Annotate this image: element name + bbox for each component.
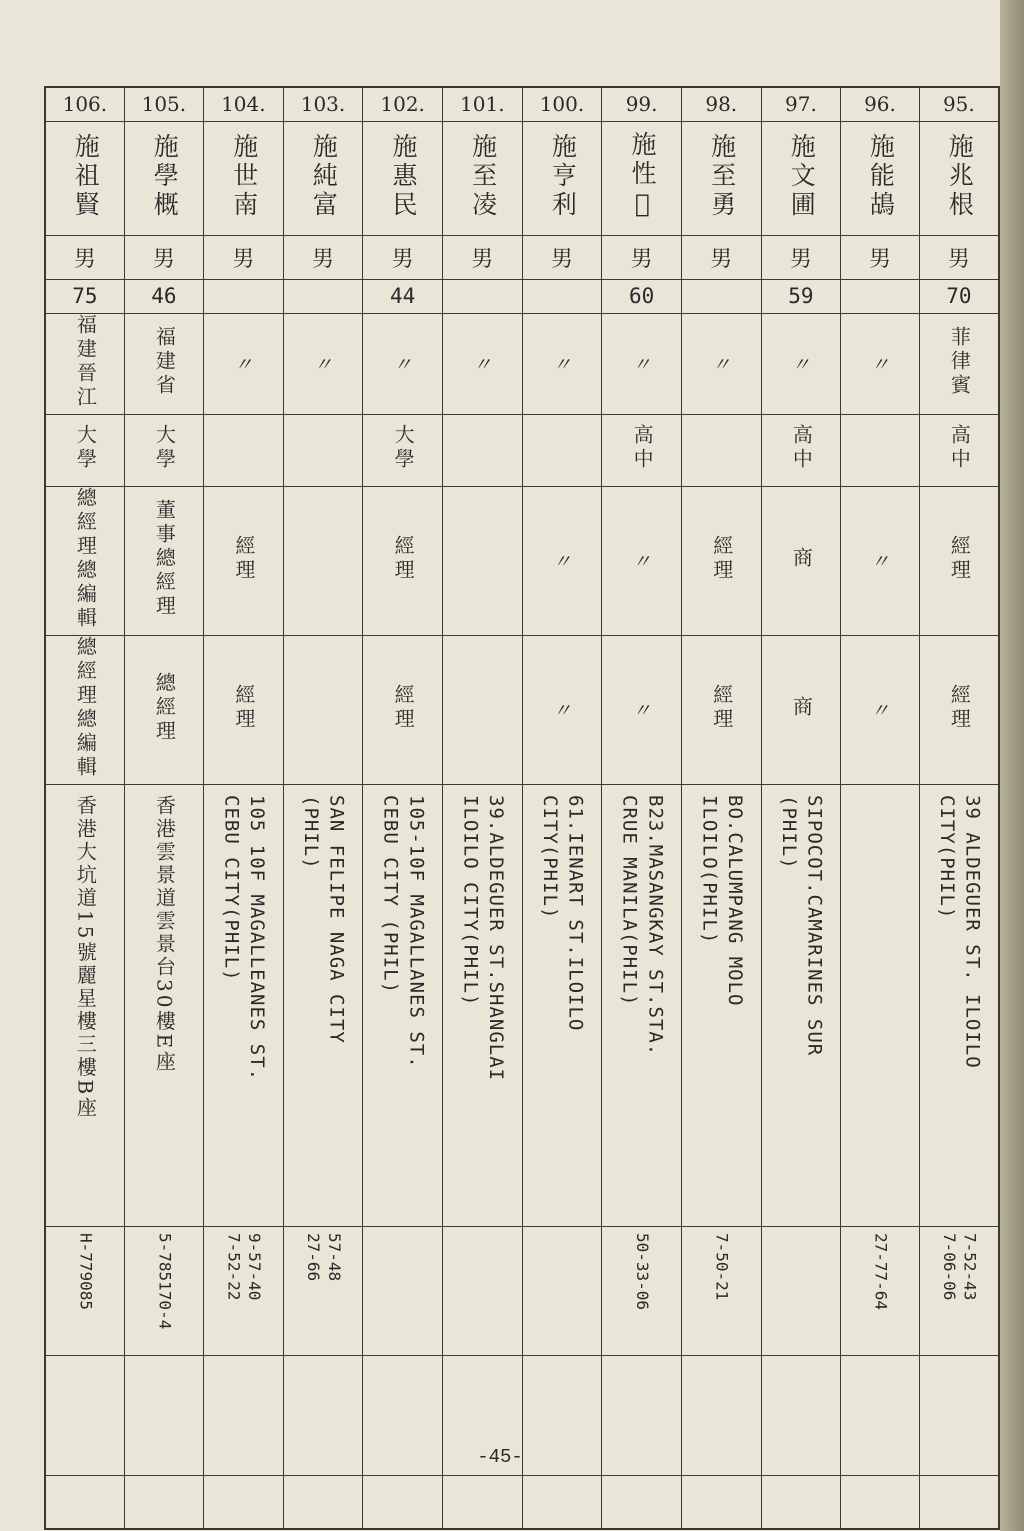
member-origin: 〃 [681, 313, 761, 414]
member-name: 施能鴣 [866, 132, 896, 220]
member-former-occupation: 總經理總編輯 [73, 486, 98, 631]
age-row [45, 279, 999, 313]
member-phone: 27-77-64 [871, 1232, 891, 1310]
member-address: B23.MASANGKAY ST.STA. CRUE MANILA(PHIL) [618, 794, 667, 1056]
entry-number: 106. [45, 87, 124, 121]
member-phone: 7-52-43 7-06-06 [939, 1232, 980, 1300]
blank-row [45, 1475, 999, 1529]
member-name: 施文圃 [787, 132, 817, 220]
member-sex: 男 [442, 235, 522, 279]
member-name: 施學概 [150, 132, 180, 220]
member-current-occupation: 〃 [522, 635, 602, 784]
member-address: SIPOCOT.CAMARINES SUR (PHIL) [777, 794, 826, 1056]
member-age [681, 279, 761, 313]
entry-number: 103. [283, 87, 363, 121]
member-sex: 男 [841, 235, 919, 279]
member-address: 39.ALDEGUER ST.SHANGLAI ILOILO CITY(PHIL) [459, 794, 507, 1081]
entry-number: 100. [522, 87, 602, 121]
member-origin: 菲律賓 [947, 325, 972, 398]
name-row [45, 121, 999, 235]
former-occupation-row [45, 486, 999, 635]
member-age: 75 [45, 279, 124, 313]
page-number: -45- [477, 1446, 523, 1468]
member-education: 高中 [947, 424, 972, 472]
member-former-occupation: 經理 [709, 534, 734, 583]
member-current-occupation: 經理 [709, 683, 734, 732]
member-origin: 〃 [283, 313, 363, 414]
member-former-occupation: 董事總經理 [152, 498, 177, 619]
book-spine-edge [1000, 0, 1024, 1531]
member-former-occupation: 經理 [231, 534, 256, 583]
current-occupation-row [45, 635, 999, 784]
member-phone: H-779085 [76, 1232, 96, 1310]
member-name: 施至凌 [468, 132, 498, 220]
member-register-table [44, 86, 1000, 1530]
member-name: 施性𡊮 [627, 130, 657, 222]
entry-number: 98. [681, 87, 761, 121]
member-education: 高中 [789, 424, 814, 472]
member-current-occupation: 〃 [841, 635, 919, 784]
member-phone: 7-50-21 [712, 1232, 732, 1300]
member-age: 46 [124, 279, 203, 313]
member-name: 施世南 [229, 132, 259, 220]
member-current-occupation: 〃 [602, 635, 682, 784]
member-education: 大學 [73, 424, 98, 472]
member-current-occupation: 經理 [231, 683, 256, 732]
member-former-occupation: 經理 [947, 534, 972, 583]
member-former-occupation: 〃 [602, 486, 682, 635]
member-name: 施兆根 [945, 132, 975, 220]
member-age: 59 [761, 279, 841, 313]
entry-number: 102. [363, 87, 443, 121]
member-address: 61.IENART ST.ILOILO CITY(PHIL) [538, 794, 587, 1031]
member-current-occupation: 經理 [391, 683, 416, 732]
sex-row [45, 235, 999, 279]
member-current-occupation: 商 [789, 695, 814, 720]
member-education: 高中 [630, 424, 655, 472]
member-sex: 男 [681, 235, 761, 279]
member-sex: 男 [45, 235, 124, 279]
entry-number: 97. [761, 87, 841, 121]
entry-number: 95. [919, 87, 999, 121]
member-phone: 9-57-40 7-52-22 [224, 1232, 265, 1300]
member-name: 施祖賢 [71, 132, 101, 220]
member-age [283, 279, 363, 313]
member-address: 39 ALDEGUER ST. ILOILO CITY(PHIL) [935, 794, 984, 1069]
number-row [45, 87, 999, 121]
member-origin: 〃 [442, 313, 522, 414]
address-row [45, 784, 999, 1226]
member-age [442, 279, 522, 313]
member-address: 105-10F MAGALLANES ST. CEBU CITY (PHIL) [379, 794, 428, 1069]
member-age: 70 [919, 279, 999, 313]
member-address: 105 10F MAGALLEANES ST. CEBU CITY(PHIL) [220, 794, 268, 1081]
member-address: SAN FELIPE NAGA CITY (PHIL) [299, 794, 348, 1044]
member-address: 香港雲景道雲景台30樓E座 [152, 794, 177, 1074]
member-sex: 男 [522, 235, 602, 279]
member-education: 大學 [391, 424, 416, 472]
entry-number: 105. [124, 87, 203, 121]
member-age [841, 279, 919, 313]
member-name: 施亨利 [548, 132, 578, 220]
origin-row [45, 313, 999, 414]
member-name: 施惠民 [389, 132, 419, 220]
entry-number: 96. [841, 87, 919, 121]
member-former-occupation: 經理 [391, 534, 416, 583]
member-origin: 〃 [522, 313, 602, 414]
member-origin: 福建省 [152, 325, 177, 398]
phone-row [45, 1226, 999, 1355]
member-phone: 57-48 27-66 [303, 1232, 344, 1281]
member-sex: 男 [283, 235, 363, 279]
member-current-occupation: 經理 [947, 683, 972, 732]
member-name: 施至勇 [707, 132, 737, 220]
member-former-occupation: 〃 [841, 486, 919, 635]
entry-number: 104. [204, 87, 284, 121]
member-age [522, 279, 602, 313]
member-address: 香港大坑道15號麗星樓三樓B座 [73, 794, 98, 1120]
member-current-occupation: 總經理 [152, 671, 177, 744]
member-phone: 50-33-06 [633, 1232, 652, 1310]
member-age: 44 [363, 279, 443, 313]
member-name: 施純富 [309, 132, 339, 220]
member-origin: 福建晉江 [73, 313, 98, 410]
member-sex: 男 [363, 235, 443, 279]
member-phone: 5-785170-4 [155, 1232, 175, 1329]
member-sex: 男 [204, 235, 284, 279]
member-education: 大學 [152, 424, 177, 472]
member-sex: 男 [124, 235, 203, 279]
member-origin: 〃 [761, 313, 841, 414]
member-address: BO.CALUMPANG MOLO ILOILO(PHIL) [698, 794, 746, 1006]
member-origin: 〃 [841, 313, 919, 414]
member-former-occupation: 〃 [522, 486, 602, 635]
member-origin: 〃 [204, 313, 284, 414]
entry-number: 101. [442, 87, 522, 121]
member-origin: 〃 [602, 313, 682, 414]
member-age [204, 279, 284, 313]
member-current-occupation: 總經理總編輯 [73, 635, 98, 780]
member-age: 60 [602, 279, 682, 313]
entry-number: 99. [602, 87, 682, 121]
member-sex: 男 [602, 235, 682, 279]
member-former-occupation: 商 [789, 546, 814, 571]
member-sex: 男 [919, 235, 999, 279]
education-row [45, 414, 999, 486]
member-sex: 男 [761, 235, 841, 279]
member-origin: 〃 [363, 313, 443, 414]
